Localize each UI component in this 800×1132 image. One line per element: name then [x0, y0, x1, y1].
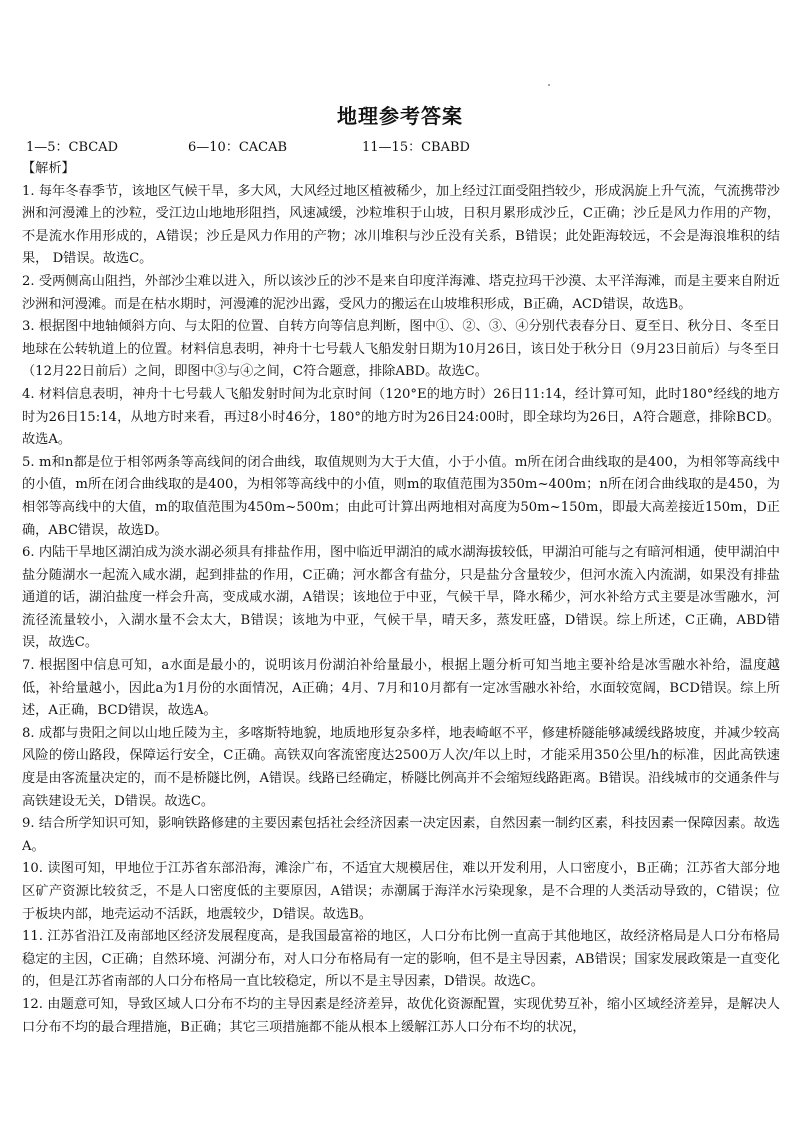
answer-key-1-5: 1—5：CBCAD: [26, 140, 119, 155]
analysis-label: 【解析】: [22, 161, 75, 176]
analysis-paragraph-10: 10. 读图可知，甲地位于江苏省东部沿海，滩涂广布，不适宜大规模居住，难以开发利用，人口密度小，B正确；江苏省大部分地区矿产资源比较贫乏，不是人口密度低的主要原因，A错误；赤潮属于海洋水污染现象，是不合理的人类活动导致的，C错误；位于板块内部，地壳运动不活跃，地震较少，D错误。故选B。: [22, 861, 780, 922]
analysis-paragraph-3: 3. 根据图中地轴倾斜方向、与太阳的位置、自转方向等信息判断，图中①、②、③、④分别代表春分日、夏至日、秋分日、冬至日地球在公转轨道上的位置。材料信息表明，神舟十七号载人飞船发射日期为10月26日，该日处于秋分日（9月23日前后）与冬至日（12月22日前后）之间，即图中③与④之间，C符合题意，排除ABD。故选C。: [22, 319, 780, 380]
analysis-paragraph-6: 6. 内陆干旱地区湖泊成为淡水湖必须具有排盐作用，图中临近甲湖泊的咸水湖海拔较低，甲湖泊可能与之有暗河相通，使甲湖泊中盐分随湖水一起流入咸水湖，起到排盐的作用，C正确；河水都含有盐分，只是盐分含量较少，但河水流入内流湖，如果没有排盐通道的话，湖泊盐度一样会升高，变成咸水湖，A错误；该地位于中亚，气候干旱，降水稀少，河水补给方式主要是冰雪融水，河流径流量较小，入湖水量不会太大，B错误；该地为中亚，气候干旱，晴天多，蒸发旺盛，D错误。综上所述，C正确，ABD错误，故选C。: [22, 545, 780, 651]
analysis-paragraph-1: 1. 每年冬春季节，该地区气候干旱，多大风，大风经过地区植被稀少，加上经过江面受阻挡较少，形成涡旋上升气流，气流携带沙洲和河漫滩上的沙粒，受江边山地地形阻挡，风速减缓，沙粒堆积于山坡，日积月累形成沙丘，C正确；沙丘是风力作用的产物，不是流水作用形成的，A错误；沙丘是风力作用的产物；冰川堆积与沙丘没有关系，B错误；此处距海较远，不会是海浪堆积的结果， D错误。故选C。: [22, 183, 780, 267]
analysis-paragraph-9: 9. 结合所学知识可知，影响铁路修建的主要因素包括社会经济因素一决定因素，自然因素一制约区素，科技因素一保障因素。故选A。: [22, 816, 780, 854]
analysis-paragraph-12: 12. 由题意可知，导致区域人口分布不均的主导因素是经济差异，故优化资源配置，实现优势互补，缩小区域经济差异，是解决人口分布不均的最合理措施，B正确；其它三项措施都不能从根本上缓解江苏人口分布不均的状况，: [22, 996, 780, 1035]
page-title: 地理参考答案: [337, 104, 463, 128]
answer-key-11-15: 11—15：CBABD: [362, 140, 470, 155]
analysis-paragraph-11: 11. 江苏省沿江及南部地区经济发展程度高，是我国最富裕的地区，人口分布比例一直高于其他地区，故经济格局是人口分布格局稳定的主因，C正确；自然环境、河湖分布，对人口分布格局有一定的影响，但不是主导因素，AB错误；国家发展政策是一直变化的，但是江苏省南部的人口分布格局一直比较稳定，所以不是主导因素，D错误。故选C。: [22, 929, 780, 990]
answer-key-row: [26, 136, 786, 158]
analysis-paragraph-4: 4. 材料信息表明，神舟十七号载人飞船发射时间为北京时间（120°E的地方时）26日11:14，经计算可知，此时180°经线的地方时为26日15:14，从地方时来看，再过8小时46分，180°的地方时为26日24:00时，即全球均为26日，A符合题意，排除BCD。故选A。: [22, 386, 780, 448]
analysis-paragraph-8: 8. 成都与贵阳之间以山地丘陵为主，多喀斯特地貌，地质地形复杂多样，地表崎岖不平，修建桥隧能够减缓线路坡度，并减少较高风险的傍山路段，保障运行安全，C正确。高铁双向客流密度达2500万人次/年以上时，才能采用350公里/h的标准，因此高铁速度是由客流量决定的，而不是桥隧比例，A错误。线路已经确定，桥隧比例高并不会缩短线路距离。B错误。沿线城市的交通条件与高铁建设无关，D错误。故选C。: [22, 725, 780, 809]
analysis-section: [22, 158, 780, 1039]
answer-key-6-10: 6—10：CACAB: [188, 140, 288, 155]
scan-speck: [548, 84, 550, 86]
analysis-paragraph-5: 5. m和n都是位于相邻两条等高线间的闭合曲线，取值规则为大于大值，小于小值。m所在闭合曲线取的是400，为相邻等高线中的小值，m所在闭合曲线取的是400，为相邻等高线中的小值，则m的取值范围为350m~400m；n所在闭合曲线取的是450，为相邻等高线中的大值，m的取值范围为450m~500m；由此可计算出两地相对高度为50m~150m，即最大高差接近150m，D正确，ABC错误，故选D。: [22, 454, 780, 538]
analysis-paragraph-7: 7. 根据图中信息可知，a水面是最小的，说明该月份湖泊补给量最小，根据上题分析可知当地主要补给是冰雪融水补给，温度越低，补给量越小，因此a为1月份的水面情况，A正确；4月、7月和10月都有一定冰雪融水补给，水面较宽阔，BCD错误。综上所述，A正确，BCD错误，故选A。: [22, 658, 780, 719]
analysis-paragraph-2: 2. 受两侧高山阻挡，外部沙尘难以进入，所以该沙丘的沙不是来自印度洋海滩、塔克拉玛干沙漠、太平洋海滩，而是主要来自附近沙洲和河漫滩。而是在枯水期时，河漫滩的泥沙出露，受风力的搬运在山坡堆积形成，B正确，ACD错误，故选B。: [22, 273, 780, 312]
